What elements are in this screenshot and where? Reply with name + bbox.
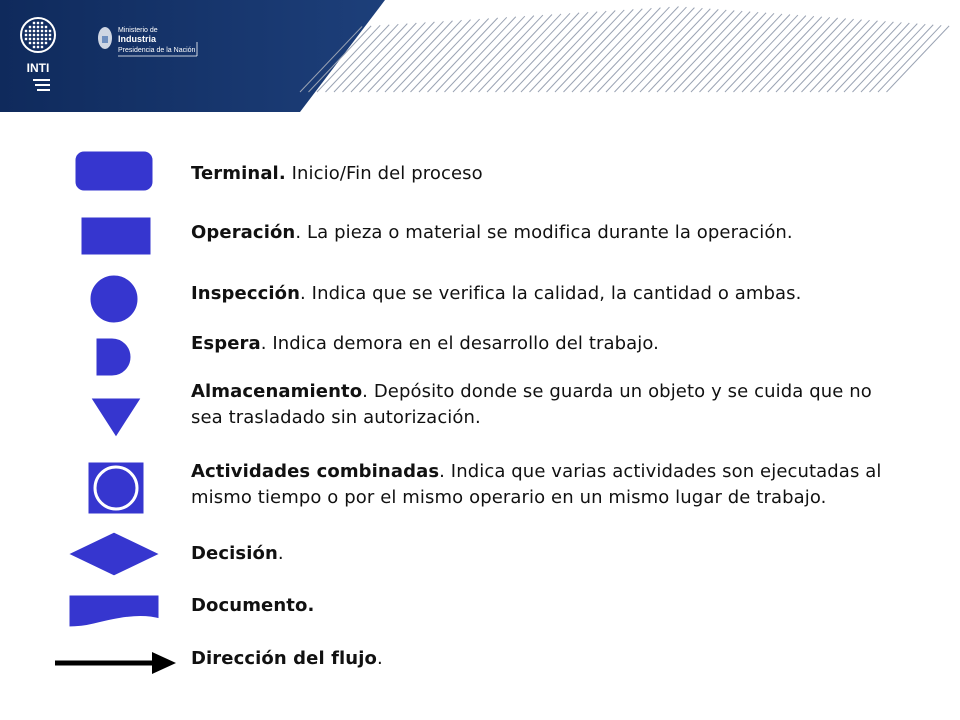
logo-grid-dot (25, 38, 27, 40)
header-stripe (555, 9, 633, 92)
header-stripe (547, 10, 625, 92)
header-stripe (657, 10, 734, 92)
header-stripe (521, 12, 597, 92)
header-banner (0, 0, 960, 112)
logo-grid-dot (33, 26, 35, 28)
header-stripe (581, 8, 661, 92)
header-stripe (785, 19, 854, 92)
header-stripe (649, 10, 727, 92)
header-stripe (810, 21, 878, 92)
combined-activity-text: Indica que varias actividades son ejecutadas al mismo tiempo o por el mismo operario en un mismo lugar de trabajo. (191, 461, 882, 508)
header-stripe (878, 25, 941, 92)
header-stripe (538, 10, 615, 92)
delay-term-period: . (260, 333, 267, 354)
logo-grid-dot (45, 42, 47, 44)
decision-icon (63, 528, 165, 580)
logo-grid-dot (33, 22, 35, 24)
header-stripe (436, 17, 507, 92)
document-term: Documento. (191, 595, 315, 616)
header-stripe (385, 21, 453, 92)
logo-grid-dot (33, 42, 35, 44)
header-stripe (402, 20, 471, 92)
header-stripe (598, 7, 679, 93)
logo-grid-dot (37, 34, 39, 36)
header-stripe (606, 7, 686, 92)
flow-direction-term: Dirección del flujo (191, 648, 377, 669)
header-stripe (674, 12, 750, 92)
operation-term-period: . (295, 222, 302, 243)
logo-grid-dot (41, 26, 43, 28)
operation-text: La pieza o material se modifica durante la operación. (301, 222, 793, 243)
storage-text: Depósito donde se guarda un objeto y se cuida que no sea trasladado sin autorización. (191, 381, 872, 428)
inspection-text: Indica que se verifica la calidad, la cantidad o ambas. (305, 283, 802, 304)
logo-grid-dot (33, 38, 35, 40)
logo-grid-dot (41, 38, 43, 40)
logo-grid-dot (41, 34, 43, 36)
logo-grid-dot (29, 34, 31, 36)
header-stripe (513, 12, 589, 92)
logo-grid-dot (45, 30, 47, 32)
storage-icon (86, 394, 146, 442)
logo-grid-dot (49, 34, 51, 36)
header-stripe (564, 9, 643, 92)
logo-grid-dot (49, 38, 51, 40)
inspection-icon (86, 271, 142, 327)
logo-grid-dot (37, 22, 39, 24)
inspection-description (191, 281, 911, 307)
operation-term: Operación (191, 222, 296, 243)
logo-grid-dot (33, 46, 35, 48)
logo-grid-dot (37, 38, 39, 40)
logo-grid-dot (33, 34, 35, 36)
storage-description (191, 379, 891, 431)
combined-activity-term-period: . (439, 461, 445, 482)
header-stripe (428, 18, 498, 92)
decision-term: Decisión (191, 543, 278, 564)
document-description (191, 593, 911, 619)
logo-grid-dot (37, 30, 39, 32)
ministry-line-2: Industria (118, 34, 157, 44)
header-stripe (836, 22, 902, 92)
logo-grid-dot (29, 42, 31, 44)
inspection-term-period: . (300, 283, 306, 304)
logo-grid-dot (41, 30, 43, 32)
operation-icon (78, 214, 154, 258)
delay-text: Indica demora en el desarrollo del trabajo. (266, 333, 660, 354)
delay-term: Espera (191, 333, 261, 354)
header-stripe (793, 20, 862, 92)
ministry-line-3: Presidencia de la Nación (118, 47, 196, 54)
header-stripe (819, 21, 886, 92)
header-stripe (827, 22, 893, 92)
flow-arrow-icon (52, 647, 178, 679)
header-stripe (640, 9, 718, 92)
combined-activity-icon (84, 458, 148, 518)
inti-logo-text: INTI (26, 61, 50, 75)
decision-description (191, 541, 911, 567)
logo-grid-dot (45, 26, 47, 28)
logo-grid-dot (45, 34, 47, 36)
terminal-icon (70, 147, 158, 195)
header-stripes (300, 7, 949, 93)
logo-grid-dot (29, 26, 31, 28)
header-stripe (768, 18, 838, 92)
document-icon (64, 590, 164, 634)
header-stripe (853, 24, 918, 92)
header-stripe (351, 23, 416, 92)
ministry-line-1: Ministerio de (118, 27, 158, 34)
header-stripe (615, 8, 695, 92)
header-stripe (589, 7, 669, 92)
storage-term-period: . (362, 381, 368, 402)
header-stripe (504, 13, 579, 92)
flow-direction-description (191, 646, 911, 672)
terminal-description (191, 161, 911, 187)
header-stripe (411, 19, 480, 92)
header-stripe (394, 20, 462, 92)
logo-grid-dot (49, 30, 51, 32)
logo-grid-dot (37, 42, 39, 44)
header-stripe (377, 21, 444, 92)
logo-grid-dot (37, 26, 39, 28)
header-stripe (368, 22, 434, 92)
header-stripe (419, 18, 489, 92)
header-stripe (870, 25, 934, 92)
delay-description (191, 331, 911, 357)
logo-grid-dot (33, 30, 35, 32)
combined-activity-term: Actividades combinadas (191, 461, 440, 482)
logo-grid-dot (25, 30, 27, 32)
logo-grid-dot (41, 22, 43, 24)
decision-term-period: . (277, 543, 284, 564)
terminal-text: Inicio/Fin del proceso (285, 163, 483, 184)
header-stripe (572, 8, 651, 92)
header-stripe (759, 17, 830, 92)
logo-grid-dot (41, 46, 43, 48)
header-stripe (530, 11, 607, 92)
header-stripe (632, 9, 711, 92)
flow-direction-term-period: . (376, 648, 383, 669)
header-stripe (887, 26, 950, 92)
header-stripe (683, 12, 759, 92)
header-stripe (776, 18, 846, 92)
logo-grid-dot (45, 38, 47, 40)
storage-term: Almacenamiento (191, 381, 363, 402)
header-stripe (691, 13, 766, 92)
logo-grid-dot (37, 46, 39, 48)
combined-activity-description (191, 459, 913, 511)
logo-grid-dot (29, 30, 31, 32)
terminal-term-period: . (278, 163, 286, 184)
header-stripe (844, 23, 909, 92)
inspection-term: Inspección (191, 283, 301, 304)
logo-grid-dot (29, 38, 31, 40)
terminal-term: Terminal (191, 163, 279, 184)
header-stripe (861, 24, 925, 92)
delay-icon (92, 334, 136, 380)
header-stripe (623, 8, 702, 92)
header-stripe (666, 11, 743, 92)
logo-grid-dot (41, 42, 43, 44)
header-stripe (360, 22, 426, 92)
header-stripe (802, 20, 870, 92)
operation-description (191, 220, 911, 246)
logo-grid-dot (25, 34, 27, 36)
